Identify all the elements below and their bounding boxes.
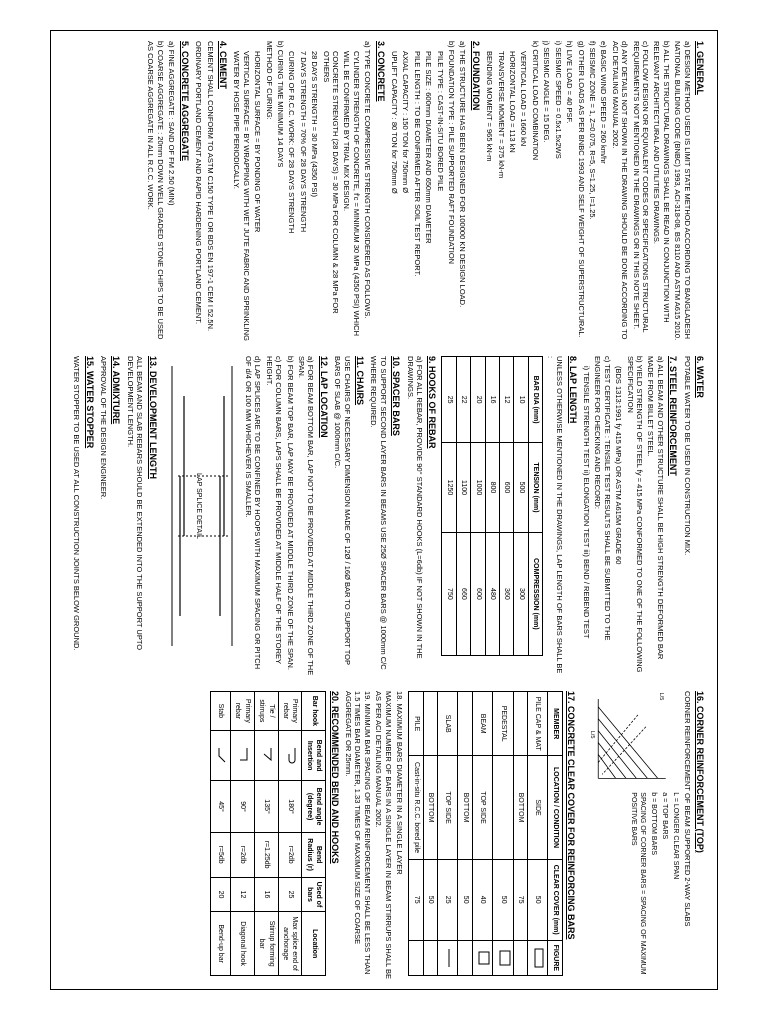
hook-90-icon	[238, 746, 250, 766]
section-16-title: 16. CORNER REINFORCEMENT (TOP)	[695, 691, 705, 853]
table-cell: PILE	[409, 692, 423, 756]
table-cell: 25	[278, 877, 302, 912]
note-line: SPACING OF CORNER BARS = SPACING OF MAXIMUM POSITIVE BARS	[630, 792, 647, 975]
note-line: j) SEISMIC ANGLE = 15 DEG.	[542, 41, 552, 143]
table-cell: 50	[527, 859, 547, 940]
table-row	[500, 357, 514, 656]
figure-cell	[493, 940, 513, 975]
clear-cover-table	[408, 691, 563, 976]
table-row	[514, 357, 528, 656]
bend-hooks-table	[210, 691, 327, 976]
note-line: 28 DAYS STRENGTH = 30 MPa (4350 PSI)	[310, 51, 320, 197]
table-cell: PILE CAP & MAT	[527, 692, 547, 756]
lap-length-table	[441, 356, 543, 656]
note-line: a) FOR BEAM BOTTOM BAR, LAP NOT TO BE PROVIDED AT MIDDLE THIRD ZONE OF THE SPAN.	[297, 356, 316, 676]
figure-cell	[458, 940, 472, 975]
note-line: a) TYPE CONCRETE COMPRESSIVE STRENGTH CONSIDERED AS FOLLOWS.	[363, 41, 373, 319]
table-header-row	[302, 692, 326, 976]
note-line: HORIZONTAL SURFACE = BY PONDING OF WATER	[253, 51, 263, 233]
note-line: CEMENT SHALL CONFORM TO ASTM C150 TYPE I OR BDS EN 197-1 CEM I 52.5N.	[205, 41, 215, 332]
column-header: Bend Radius (r)	[302, 832, 326, 877]
table-cell: 50	[493, 859, 513, 940]
table-row	[231, 692, 255, 976]
corner-notes	[627, 792, 680, 981]
table-row	[458, 692, 472, 976]
cover-figure-icon	[533, 947, 545, 969]
note-line: VERTICAL SURFACE = BY WRAPPING WITH WET JUTE FABRIC AND SPRINKLING WATER BY HOSE PIPE PERIODICALLY.	[232, 51, 251, 341]
note-line: b) COARSE AGGREGATE : 20mm DOWN WELL GRADED STONE CHIPS TO BE USED AS COARSE AGGREGATE IN ALL R.C.C. WORK.	[146, 41, 165, 340]
note-line: g) OTHER LOADS AS PER BNBC 1993 AND SELF WEIGHT OF SUPERSTRUCTURAL.	[576, 41, 586, 338]
hook-figure-cell	[278, 730, 302, 781]
note-line: USE CHAIRS OF NECESSARY DIMENSION MADE OF 12Ø / 16Ø BAR TO SUPPORT TOP BARS OF SLAB @ 1000mm C/C.	[333, 356, 352, 665]
load-line: TRANSVERSE MOMENT = 375 kN-m	[496, 51, 506, 179]
table-cell: SIDE	[527, 756, 547, 859]
table-cell: 22	[456, 357, 470, 443]
note-line: b = BOTTOM BARS	[650, 792, 658, 855]
note-line: TO SUPPORT SECOND LAYER BARS IN BEAMS USE 25Ø SPACER BARS @ 1000mm C/C WHERE REQUIRED.	[369, 356, 388, 670]
note-line: CORNER REINFORCEMENT OF BEAM SUPPORTED 2-WAY SLABS	[682, 691, 692, 927]
rotated-notes-canvas	[51, 31, 718, 990]
section-10-title: 10. SPACER BARS	[391, 356, 402, 436]
table-cell: 1000	[471, 443, 485, 533]
note-line: APPROVAL OF THE DESIGN ENGINEER.	[98, 356, 108, 500]
note-line: a) ALL BEAM AND OTHER STRUCTURE SHALL BE HIGH STRENGTH DEFORMED BAR MADE FROM BILLET STEEL.	[646, 356, 665, 660]
section-1-title: 1. GENERAL	[695, 41, 705, 96]
table-cell: 600	[471, 532, 485, 655]
note-line: UNLESS OTHERWISE MENTIONED IN THE DRAWINGS, LAP LENGTH OF BARS SHALL BE :	[545, 356, 565, 674]
table-row	[472, 692, 492, 976]
table-header-row	[548, 692, 562, 976]
dimension-label: L/5	[658, 692, 665, 701]
table-row	[513, 692, 527, 976]
section-6-title: 6. WATER	[695, 356, 705, 398]
table-cell: Primary rebar	[231, 692, 255, 731]
table-cell: BOTTOM	[458, 756, 472, 859]
cover-figure-icon	[443, 947, 455, 969]
section-5-title: 5. CONCRETE AGGREGATE	[179, 41, 190, 162]
hook-180-icon	[286, 746, 298, 766]
note-line: h) LIVE LOAD = 40 PSF.	[565, 41, 575, 124]
note-line: a = TOP BARS	[661, 792, 669, 840]
column-header: Bend and Insertion	[302, 730, 326, 781]
table-cell: r=1.25db	[254, 832, 278, 877]
table-cell: 12	[500, 357, 514, 443]
table-cell: 25	[442, 357, 456, 443]
table-row	[409, 692, 423, 976]
table-cell: 16	[254, 877, 278, 912]
cover-figure-icon	[478, 947, 490, 969]
note-line: a) FINE AGGREGATE : SAND OF FM 2.50 (MIN)	[167, 41, 177, 206]
note-line: b) ALL THE STRUCTURAL DRAWINGS SHALL BE READ IN CONJUNCTION WITH RELEVANT ARCHITECTURAL AND UTILITIES DRAWINGS.	[652, 41, 671, 323]
table-cell: 90°	[231, 781, 255, 832]
note-line: 18. MAXIMUM BARS DIAMETER IN A SINGLE LAYER	[395, 691, 405, 875]
table-cell: 800	[485, 443, 499, 533]
section-9-title: 9. HOOKS OF REBAR	[427, 356, 438, 449]
table-cell: BOTTOM	[513, 756, 527, 859]
column-header: CLEAR COVER (mm)	[548, 859, 562, 940]
note-line: WATER STOPPER TO BE USED AT ALL CONSTRUCTION JOINTS BELOW GROUND.	[72, 356, 82, 651]
table-cell: Tie / stirrups	[254, 692, 278, 731]
column-header: FIGURE	[548, 940, 562, 975]
note-line: CYLINDER STRENGTH OF CONCRETE, f'c = MINIMUM 30 MPa (4350 PSI) WHICH WILL BE CONFIRMED BY TRIAL MIX DESIGN.	[342, 51, 361, 337]
column-header: Used of bars	[302, 877, 326, 912]
figure-cell	[409, 940, 423, 975]
table-row	[437, 692, 457, 976]
table-cell	[423, 692, 437, 756]
section-20-title: 20. RECOMMENDED BEND AND HOOKS	[329, 691, 340, 864]
table-cell: 300	[514, 532, 528, 655]
note-line: 7 DAYS STRENGTH = 70% OF 28 DAYS STRENGTH	[298, 51, 308, 233]
column-header: LOCATION / CONDITION	[548, 756, 562, 859]
figure-cell	[513, 940, 527, 975]
cover-figure-icon	[499, 947, 511, 969]
note-line: CONCRETE STRENGTH (28 DAYS) = 30 MPa FOR COLUMN & 28 MPa FOR OTHERS	[321, 51, 340, 314]
note-line: b) FOUNDATION TYPE : PILE SUPPORTED RAFT FOUNDATION	[447, 41, 457, 265]
drawing-sheet	[50, 30, 718, 990]
table-cell: 500	[514, 443, 528, 533]
table-cell: 50	[458, 859, 472, 940]
note-line: L = LONGER CLEAR SPAN	[672, 792, 680, 880]
note-line: 19. MINIMUM BAR SPACING OF BEAM REINFORCEMENT SHALL BE LESS THAN 1.5 TIMES BAR DIAMETER, 1.33 TIMES OF MAXIMUM SIZE OF COARSE AGGREGATE OR 25mm.	[344, 691, 372, 975]
table-cell: BOTTOM	[423, 756, 437, 859]
note-line: d) ANY DETAILS NOT SHOWN IN THE DRAWING SHOULD BE DONE ACCORDING TO ACI DETAILING MANUAL 2002.	[610, 41, 630, 340]
table-cell: 660	[456, 532, 470, 655]
table-cell: r=2db	[278, 832, 302, 877]
dimension-label: L/5	[589, 730, 596, 739]
table-cell: 135°	[254, 781, 278, 832]
section-11-title: 11. CHAIRS	[355, 356, 366, 406]
table-cell: 1100	[456, 443, 470, 533]
note-line: c) TEST CERTIFICATE : TENSILE TEST RESULTS SHALL BE SUBMITTED TO THE ENGINEER FOR CHECKING AND RECORD:	[593, 356, 612, 641]
table-header-row	[528, 357, 542, 656]
table-cell: 45°	[210, 781, 230, 832]
table-cell: 10	[514, 357, 528, 443]
section-17-title: 17. CONCRETE CLEAR COVER FOR REINFORCING BARS	[566, 691, 577, 940]
note-line: (BDS 1313:1991 fy 415 MPa) OR ASTM A615M GRADE 60	[614, 366, 624, 565]
column-header: MEMBER	[548, 692, 562, 756]
section-14-title: 14. ADMIXTURE	[111, 356, 122, 425]
note-line: a) DESIGN METHOD USED IS LIMIT STATE METHOD ACCORDING TO BANGLADESH NATIONAL BUILDING CODE (BNBC) 1993, ACI-318-08, BS 8110 AND ASTM A615 2010.	[673, 41, 692, 341]
table-cell: Primary rebar	[278, 692, 302, 731]
table-cell: r=5db	[210, 832, 230, 877]
table-cell: Stirrup forming bar	[254, 912, 278, 976]
table-cell: 750	[442, 532, 456, 655]
table-cell: PEDESTAL	[493, 692, 513, 756]
notes-column-3	[210, 691, 709, 981]
note-line: MAXIMUM NUMBER OF BARS IN A SINGLE LAYER IN BEAM STIRRUPS SHALL BE AS PER ACI DETAILING MANUAL 2002.	[374, 691, 393, 979]
load-line: BENDING MOMENT = 965 kN-m	[485, 51, 495, 162]
column-header: Location	[302, 912, 326, 976]
note-line: i) TENSILE STRENGTH TEST ii) ELONGATION TEST iii) BEND / REBEND TEST	[581, 366, 591, 639]
table-row	[442, 357, 456, 656]
table-cell: 12	[231, 877, 255, 912]
column-header: TENSION (mm)	[528, 443, 542, 533]
section-12-title: 12. LAP LOCATION	[318, 356, 329, 438]
corner-reinforcement-block	[580, 691, 680, 981]
table-cell: SLAB	[437, 692, 457, 756]
corner-reinforcement-drawing	[580, 691, 680, 786]
column-header: Bend angle (degree)	[302, 781, 326, 832]
section-13-title: 13. DEVELOPMENT LENGTH	[147, 356, 158, 480]
figure-cell	[527, 940, 547, 975]
notes-column-2	[70, 356, 709, 676]
note-line: ALL BEAM AND SLAB REBARS SHOULD BE EXTENDED INTO THE SUPPORT UPTO DEVELOPMENT LENGTH.	[125, 356, 145, 651]
table-cell: 16	[485, 357, 499, 443]
note-line: CURING OF R.C.C. WORK: OF 28 DAYS STRENGTH	[287, 51, 297, 234]
table-cell: TOP SIDE	[437, 756, 457, 859]
load-line: VERTICAL LOAD = 1660 kN	[519, 51, 529, 147]
hook-135-icon	[262, 746, 274, 766]
table-row	[493, 692, 513, 976]
table-row	[210, 692, 230, 976]
section-8-title: 8. LAP LENGTH	[567, 356, 578, 424]
table-row	[456, 357, 470, 656]
note-line: a) FOR ALL REBAR, PROVIDE 90° STANDARD HOOKS (L=6db) IF NOT SHOWN IN THE DRAWINGS.	[405, 356, 425, 659]
table-cell: 1250	[442, 443, 456, 533]
load-line: HORIZONTAL LOAD = 113 kN	[508, 51, 518, 153]
table-cell: Bend-up bar	[210, 912, 230, 976]
section-7-title: 7. STEEL REINFORCEMENT	[668, 356, 679, 476]
table-cell: 40	[472, 859, 492, 940]
note-line: f) SEISMIC ZONE = 1, Z=0.075, R=5, S=1.25, I=1.25.	[587, 41, 597, 220]
note-line: b) CURING TIME MINIMUM 14 DAYS	[275, 41, 285, 168]
table-cell	[458, 692, 472, 756]
table-row	[254, 692, 278, 976]
table-cell: TOP SIDE	[472, 756, 492, 859]
figure-cell	[472, 940, 492, 975]
table-cell: 20	[471, 357, 485, 443]
lap-splice-detail-drawing	[162, 356, 242, 656]
column-header: Bar hook	[302, 692, 326, 731]
note-line: UPLIFT CAPACITY : 80 TON for 750mm Ø	[390, 51, 400, 194]
note-line: PILE TYPE : CAST-IN-SITU BORED PILE	[435, 51, 445, 192]
table-cell: 180°	[278, 781, 302, 832]
table-cell: Max splice end of anchorage	[278, 912, 302, 976]
table-cell: 75	[513, 859, 527, 940]
table-cell: Diagonal hook	[231, 912, 255, 976]
figure-cell	[437, 940, 457, 975]
table-cell: Cast-in-situ R.C.C. bored pile	[409, 756, 423, 859]
column-header: COMPRESSION (mm)	[528, 532, 542, 655]
notes-column-1	[144, 41, 709, 341]
table-cell: Stab	[210, 692, 230, 731]
table-cell: 20	[210, 877, 230, 912]
hook-figure-cell	[254, 730, 278, 781]
detail-label: LAP SPLICE DETAIL	[194, 473, 202, 539]
column-header: BAR DIA (mm)	[528, 357, 542, 443]
hook-figure-cell	[231, 730, 255, 781]
note-line: c) FOLLOW DESIGN OR EQUIVALENT CODES OR SPECIFICATIONS STRUCTURAL REQUIREMENTS NOT MENTIONED IN THE DRAWINGS OR IN THIS NOTE SHEET.	[631, 41, 650, 333]
table-cell: 25	[437, 859, 457, 940]
note-line: PILE LENGTH : TO BE CONFIRMED AFTER SOIL TEST REPORT.	[412, 51, 422, 277]
section-3-title: 3. CONCRETE	[375, 41, 386, 102]
table-row	[485, 357, 499, 656]
table-cell: 50	[423, 859, 437, 940]
note-line: b) FOR BEAM TOP BAR, LAP MAY BE PROVIDED AT MIDDLE THIRD ZONE OF THE SPAN.	[285, 356, 295, 670]
table-row	[278, 692, 302, 976]
hook-45-icon	[216, 746, 228, 766]
table-row	[471, 357, 485, 656]
note-line: k) CRITICAL LOAD COMBINATION	[530, 41, 540, 161]
note-line: d) LAP SPLICES ARE TO BE CONFINED BY HOOPS WITH MAXIMUM SPACING OR PITCH OF d/4 OR 100 MM WHICHEVER IS SMALLER.	[243, 356, 263, 670]
note-line: i) SEISMIC SPEED = 0.5x1.5x2WS	[553, 41, 563, 159]
note-line: METHOD OF CURING:	[264, 41, 274, 120]
table-cell	[513, 692, 527, 756]
note-line: POTABLE WATER TO BE USED IN CONSTRUCTION MIX.	[682, 356, 692, 556]
note-line: b) YIELD STRENGTH OF STEEL fy = 415 MPa CONFORMED TO ONE OF THE FOLLOWING SPECIFICATION	[625, 356, 644, 673]
note-line: a) THE STRUCTURE HAS BEEN DESIGNED FOR 100000 KN DESIGN LOAD.	[458, 41, 468, 308]
table-row	[423, 692, 437, 976]
section-2-title: 2. FOUNDATION	[470, 41, 481, 111]
table-row	[527, 692, 547, 976]
table-cell: 360	[500, 532, 514, 655]
figure-cell	[423, 940, 437, 975]
table-cell: r=2db	[231, 832, 255, 877]
table-cell: 480	[485, 532, 499, 655]
note-line: c) FOR COLUMN BARS, LAPS SHALL BE PROVIDED AT MIDDLE HALF OF THE STOREY HEIGHT.	[264, 356, 284, 664]
table-cell: BEAM	[472, 692, 492, 756]
section-15-title: 15. WATER STOPPER	[84, 356, 95, 449]
table-cell: 600	[500, 443, 514, 533]
table-cell: 75	[409, 859, 423, 940]
note-line: ORDINARY PORTLAND CEMENT AND RAPID HARDENING PORTLAND CEMENT.	[194, 41, 204, 325]
note-line: e) BASIC WIND SPEED = 260 km/hr	[599, 41, 609, 164]
section-4-title: 4. CEMENT	[217, 41, 228, 90]
note-line: AXIAL CAPACITY : 150 TON for 750mm Ø	[401, 51, 411, 194]
note-line: PILE SIZE : 600mm DIAMETER AND 650mm DIAMETER	[424, 51, 434, 244]
table-cell	[493, 756, 513, 859]
hook-figure-cell	[210, 730, 230, 781]
